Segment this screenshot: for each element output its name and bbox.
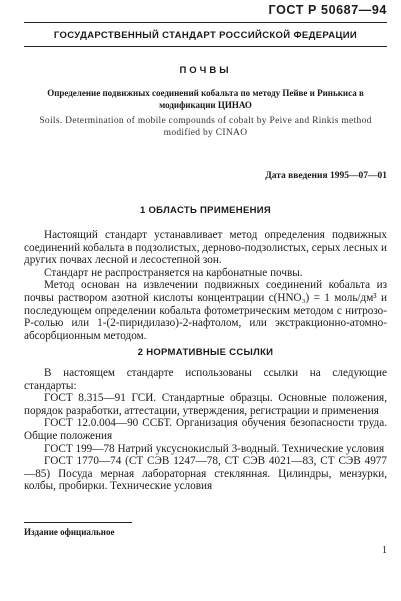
reference-item: ГОСТ 1770—74 (СТ СЭВ 1247—78, СТ СЭВ 4021—83, СТ СЭВ 4977—85) Посуда мерная лабораторная стеклянная. Цилиндры, мензурки, колбы, пробирки. Технические условия	[24, 455, 387, 493]
section-2-heading: 2 НОРМАТИВНЫЕ ССЫЛКИ	[137, 347, 274, 358]
section-2-body	[24, 367, 387, 493]
paragraph: Стандарт не распространяется на карбонатные почвы.	[44, 266, 303, 279]
header-rule-top	[24, 22, 387, 23]
official-edition-label: Издание официальное	[24, 527, 115, 537]
section-1-body	[24, 229, 387, 342]
page-number: 1	[382, 545, 387, 556]
title-english: Soils. Determination of mobile compounds of cobalt by Peive and Rinkis method modified by CINAO	[39, 116, 372, 138]
paragraph: В настоящем стандарте использованы ссылки на следующие стандарты:	[24, 367, 387, 392]
introduction-date: Дата введения 1995—07—01	[265, 171, 387, 181]
standard-name: ГОСУДАРСТВЕННЫЙ СТАНДАРТ РОССИЙСКОЙ ФЕДЕРАЦИИ	[53, 30, 358, 41]
reference-item: ГОСТ 199—78 Натрий уксуснокислый 3-водный. Технические условия	[44, 442, 385, 455]
section-1-heading: 1 ОБЛАСТЬ ПРИМЕНЕНИЯ	[139, 205, 272, 216]
paragraph: Метод основан на извлечении подвижных соединений кобальта из почвы раствором азотной кислоты концентрации c(HNO₃) = 1 моль/дм³ и последующем определении кобальта фотометрическим методом с нитрозо-Р-солью или 1-(2-пиридилазо)-2-нафтолом, или экстракционно-атомно-абсорбционным методом.	[24, 279, 387, 342]
paragraph: Настоящий стандарт устанавливает метод определения подвижных соединений кобальта в подзолистых, дерново-подзолистых, серых лесных и других почвах лесной и лесостепной зон.	[24, 229, 387, 267]
reference-item: ГОСТ 12.0.004—90 ССБТ. Организация обучения безопасности труда. Общие положения	[24, 417, 387, 442]
title-russian: Определение подвижных соединений кобальта по методу Пейве и Ринькиса в модификации ЦИНАО	[47, 88, 364, 110]
header-rule-bottom	[24, 46, 387, 47]
document-code: ГОСТ Р 50687—94	[268, 3, 387, 17]
reference-item: ГОСТ 8.315—91 ГСИ. Стандартные образцы. Основные положения, порядок разработки, аттестации, утверждения, регистрации и применения	[24, 392, 387, 417]
document-subject: ПОЧВЫ	[179, 65, 232, 76]
footer-rule	[24, 522, 132, 523]
